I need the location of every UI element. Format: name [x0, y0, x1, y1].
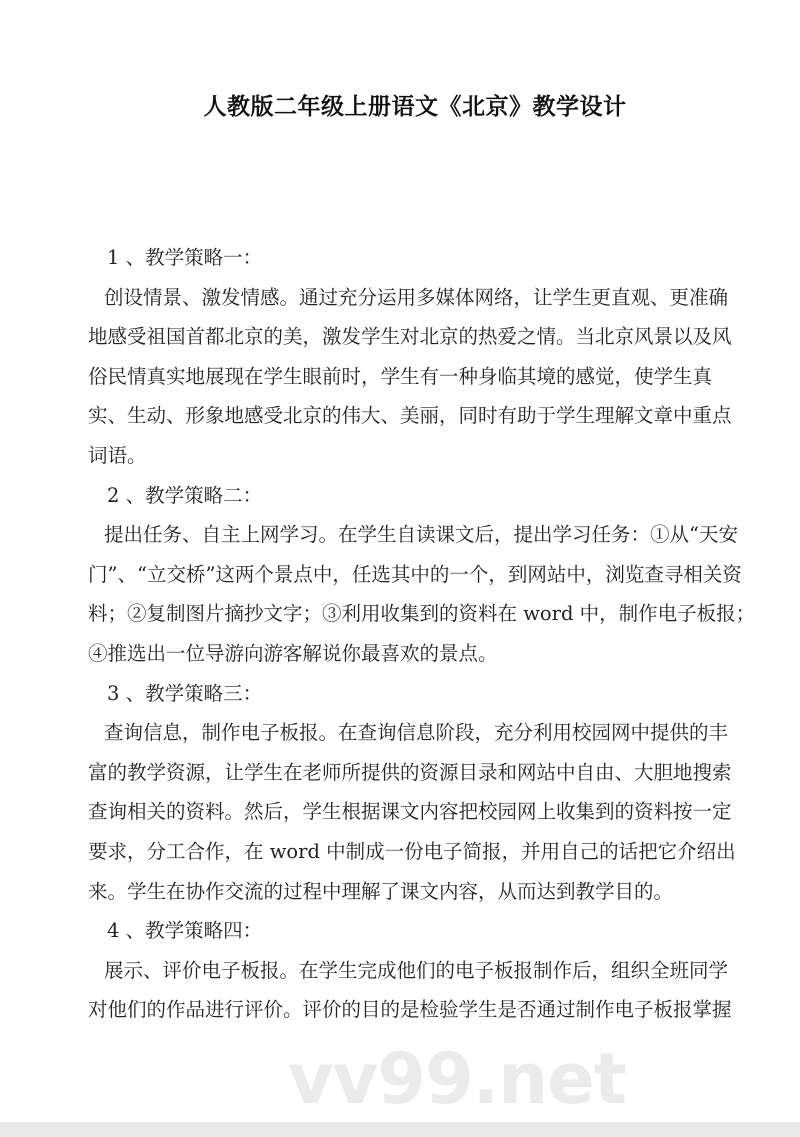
paragraph-line: ④推选出一位导游向游客解说你最喜欢的景点。 — [88, 641, 498, 665]
paragraph-line: 实、生动、形象地感受北京的伟大、美丽，同时有助于学生理解文章中重点 — [88, 404, 732, 428]
paragraph-line: 词语。 — [88, 443, 147, 467]
paragraph-line: 要求，分工合作，在 word 中制成一份电子简报，并用自己的话把它介绍出 — [88, 839, 736, 863]
section-heading: 4 、教学策略四： — [107, 919, 263, 943]
section-heading: 1 、教学策略一： — [107, 246, 263, 269]
section-2 — [88, 476, 756, 674]
section-1 — [88, 238, 732, 476]
paragraph-line: 来。学生在协作交流的过程中理解了课文内容，从而达到教学目的。 — [88, 879, 674, 903]
document-title: 人教版二年级上册语文《北京》教学设计 — [203, 94, 627, 120]
section-4 — [88, 911, 732, 1030]
paragraph-line: 展示、评价电子板报。在学生完成他们的电子板报制作后，组织全班同学 — [104, 958, 729, 982]
paragraph-line: 查询信息，制作电子板报。在查询信息阶段，充分利用校园网中提供的丰 — [104, 721, 729, 745]
section-heading: 2 、教学策略二： — [107, 483, 263, 507]
section-heading: 3 、教学策略三： — [107, 681, 263, 705]
document-body — [88, 238, 756, 1030]
paragraph-line: 提出任务、自主上网学习。在学生自读课文后，提出学习任务：①从“天安 — [104, 523, 738, 547]
paragraph-line: 查询相关的资料。然后，学生根据课文内容把校园网上收集到的资料按一定 — [88, 800, 732, 824]
section-3 — [88, 674, 736, 912]
paragraph-line: 地感受祖国首都北京的美，激发学生对北京的热爱之情。当北京风景以及风 — [88, 325, 732, 349]
paragraph-line: 富的教学资源，让学生在老师所提供的资源目录和网站中自由、大胆地搜索 — [88, 760, 732, 784]
paragraph-line: 创设情景、激发情感。通过充分运用多媒体网络，让学生更直观、更准确 — [104, 285, 729, 309]
watermark: vv99.net — [288, 1038, 627, 1120]
paragraph-line: 对他们的作品进行评价。评价的目的是检验学生是否通过制作电子板报掌握 — [88, 998, 732, 1022]
paragraph-line: 料；②复制图片摘抄文字；③利用收集到的资料在 word 中，制作电子板报； — [88, 602, 756, 626]
paragraph-line: 门”、“立交桥”这两个景点中，任选其中的一个，到网站中，浏览查寻相关资 — [88, 562, 742, 586]
paragraph-line: 俗民情真实地展现在学生眼前时，学生有一种身临其境的感觉，使学生真 — [88, 364, 713, 388]
